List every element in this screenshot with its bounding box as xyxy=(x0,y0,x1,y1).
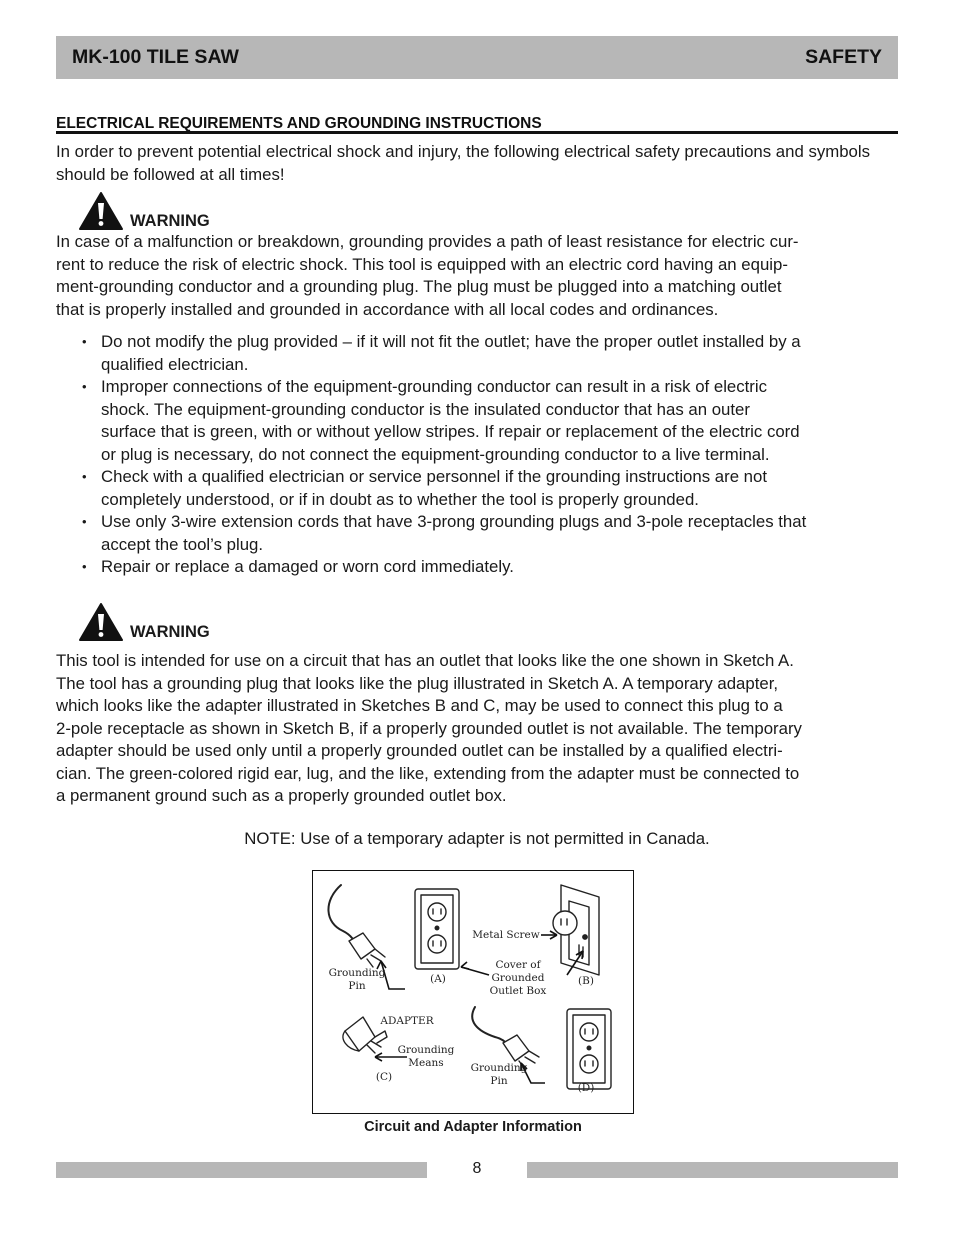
sketch-b-label: (B) xyxy=(578,975,594,987)
figure-caption: Circuit and Adapter Information xyxy=(364,1119,582,1135)
text-line: ment-grounding conductor and a grounding plug. The plug must be plugged into a matching outlet xyxy=(56,277,782,296)
sketch-c-label: (C) xyxy=(375,1071,393,1083)
plug-d-icon xyxy=(472,1007,539,1069)
text-line: surface that is green, with or without yellow stripes. If repair or replacement of the electric cord xyxy=(101,422,800,441)
adapter-label: ADAPTER xyxy=(380,1015,434,1027)
footer-bar-left xyxy=(56,1162,427,1178)
text-line: that is properly installed and grounded in accordance with all local codes and ordinances. xyxy=(56,299,719,319)
text-line: Repair or replace a damaged or worn cord immediately. xyxy=(101,557,514,576)
text-line: qualified electrician. xyxy=(101,354,249,374)
plug-a-icon xyxy=(328,885,385,967)
bullet-icon: • xyxy=(82,334,87,349)
footer-bar-right xyxy=(527,1162,898,1178)
sketch-d-label: (D) xyxy=(577,1082,595,1094)
text-line: completely understood, or if in doubt as to whether the tool is properly grounded. xyxy=(101,489,699,509)
warning-icon xyxy=(78,602,124,642)
list-item xyxy=(56,556,898,579)
bullet-icon: • xyxy=(82,469,87,484)
sketch-a-label: (A) xyxy=(430,973,446,985)
list-item xyxy=(56,511,898,556)
text-line: cian. The green-colored rigid ear, lug, and the like, extending from the adapter must be connected to xyxy=(56,763,800,783)
circuit-adapter-figure xyxy=(312,870,634,1114)
safety-bullet-list xyxy=(56,331,898,579)
warning-paragraph-2 xyxy=(56,650,898,808)
text-line: rent to reduce the risk of electric shock. This tool is equipped with an electric cord having an equip- xyxy=(56,254,788,274)
metal-screw-label: Metal Screw xyxy=(472,929,540,941)
text-line: adapter should be used only until a properly grounded outlet can be installed by a qualified electri- xyxy=(56,741,783,760)
header-section: SAFETY xyxy=(805,46,882,68)
outlet-box-cover-label: Cover of Grounded Outlet Box xyxy=(489,959,547,997)
grounding-pin-label-a: Grounding Pin xyxy=(328,967,386,992)
list-item xyxy=(56,376,898,466)
text-line: Use only 3-wire extension cords that have 3-prong grounding plugs and 3-pole receptacles that xyxy=(101,512,807,531)
text-line: Check with a qualified electrician or service personnel if the grounding instructions are not xyxy=(101,467,768,486)
intro-paragraph: In order to prevent potential electrical shock and injury, the following electrical safety precautions and symbols should be followed at all times! xyxy=(56,142,871,184)
text-line: The tool has a grounding plug that looks like the plug illustrated in Sketch A. A temporary adapter, xyxy=(56,673,779,693)
canada-note: NOTE: Use of a temporary adapter is not permitted in Canada. xyxy=(244,829,710,848)
grounding-pin-label-d: Grounding Pin xyxy=(470,1062,528,1087)
section-title: ELECTRICAL REQUIREMENTS AND GROUNDING INSTRUCTIONS xyxy=(56,115,898,134)
text-line: Do not modify the plug provided – if it will not fit the outlet; have the proper outlet installed by a xyxy=(101,332,801,351)
text-line: or plug is necessary, do not connect the equipment-grounding conductor to a live terminal. xyxy=(101,444,770,464)
outlet-a-icon xyxy=(415,889,459,969)
text-line: which looks like the adapter illustrated in Sketches B and C, may be used to connect this plug to a xyxy=(56,696,783,715)
warning-label: WARNING xyxy=(130,212,210,230)
warning-label: WARNING xyxy=(130,623,210,641)
list-item xyxy=(56,466,898,511)
text-line: shock. The equipment-grounding conductor is the insulated conductor that has an outer xyxy=(101,399,750,419)
bullet-icon: • xyxy=(82,559,87,574)
text-line: In case of a malfunction or breakdown, grounding provides a path of least resistance for electric cur- xyxy=(56,232,799,251)
text-line: accept the tool’s plug. xyxy=(101,534,264,554)
bullet-icon: • xyxy=(82,514,87,529)
page-header xyxy=(56,36,898,79)
text-line: a permanent ground such as a properly grounded outlet box. xyxy=(56,786,507,805)
header-title: MK-100 TILE SAW xyxy=(72,46,239,68)
outlet-d-icon xyxy=(567,1009,611,1089)
page-number: 8 xyxy=(472,1160,482,1177)
text-line: 2-pole receptacle as shown in Sketch B, if a properly grounded outlet is not available. The temporary xyxy=(56,718,802,738)
warning-paragraph-1 xyxy=(56,231,898,321)
text-line: This tool is intended for use on a circuit that has an outlet that looks like the one shown in Sketch A. xyxy=(56,651,794,670)
bullet-icon: • xyxy=(82,379,87,394)
warning-icon xyxy=(78,191,124,231)
grounding-means-label: Grounding Means xyxy=(397,1044,455,1069)
list-item xyxy=(56,331,898,376)
text-line: Improper connections of the equipment-grounding conductor can result in a risk of electric xyxy=(101,377,768,396)
